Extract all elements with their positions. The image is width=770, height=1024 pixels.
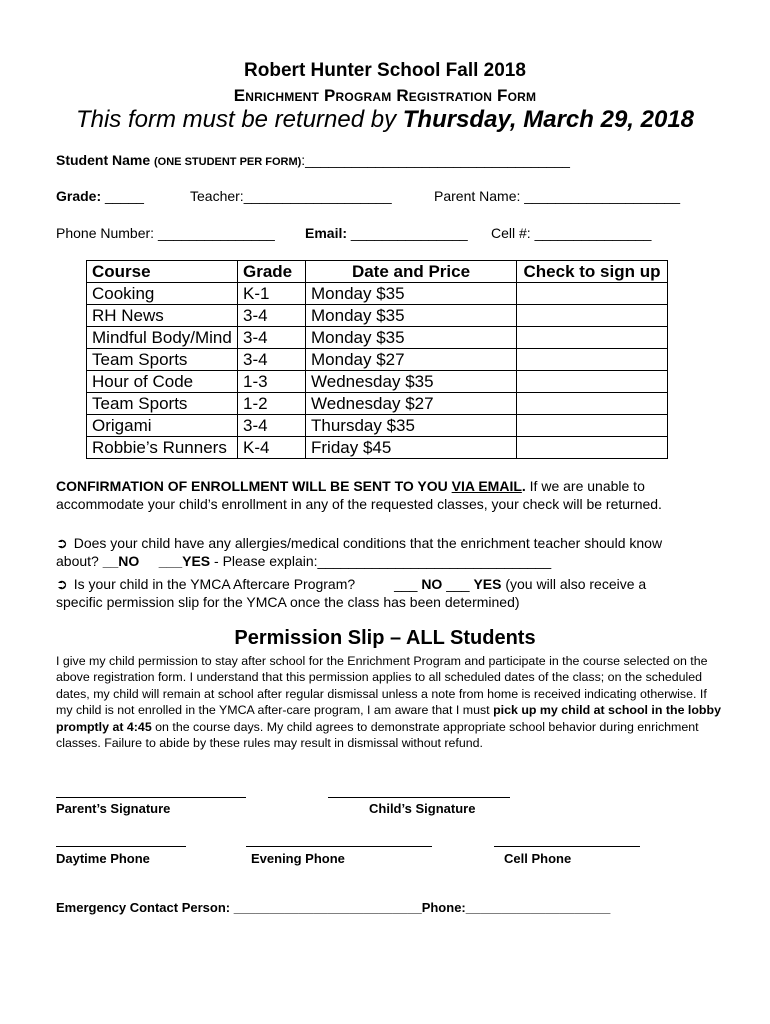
permission-slip-text	[56, 653, 721, 751]
grade-label: Grade:	[56, 188, 102, 204]
course-grade: 3-4	[238, 415, 306, 437]
student-name-line	[56, 152, 570, 168]
signup-check-cell[interactable]	[517, 327, 668, 349]
confirmation-notice	[56, 477, 726, 513]
signup-check-cell[interactable]	[517, 283, 668, 305]
confirmation-period: .	[521, 478, 526, 494]
parent-signature-label: Parent’s Signature	[56, 801, 171, 816]
course-date-price: Monday $27	[306, 349, 517, 371]
allergy-about: about?	[56, 553, 103, 569]
course-date-price: Wednesday $35	[306, 371, 517, 393]
permission-text-bold: pick up my child at school in the lobby promptly at 4:45	[56, 703, 721, 734]
teacher-field[interactable]: Teacher:___________________	[190, 188, 392, 204]
permission-text-a: I give my child permission to stay after school for the Enrichment Program and participate in the course selected on the above registration form. I understand that this permission applies to all scheduled dates of the class; on the scheduled dates, my child will remain at school after regular dismissal unless a note from home is received indicating otherwise. If my child is not enrolled in the YMCA after-care program, I am aware that I must	[56, 654, 708, 718]
student-name-field[interactable]: :__________________________________	[301, 152, 570, 168]
table-row	[87, 283, 668, 305]
table-row	[87, 437, 668, 459]
course-grade: K-1	[238, 283, 306, 305]
arrow-icon: ➲	[56, 535, 68, 551]
course-name: Team Sports	[87, 393, 238, 415]
form-title: Robert Hunter School Fall 2018	[244, 60, 526, 81]
ymca-question-text: Is your child in the YMCA Aftercare Program?	[73, 576, 356, 592]
course-grade: 3-4	[238, 327, 306, 349]
course-name: Mindful Body/Mind	[87, 327, 238, 349]
deadline-prefix: This form must be returned by	[75, 106, 403, 133]
course-name: Origami	[87, 415, 238, 437]
course-date-price: Thursday $35	[306, 415, 517, 437]
ymca-question	[56, 575, 726, 611]
signup-check-cell[interactable]	[517, 415, 668, 437]
emergency-contact-field[interactable]: Emergency Contact Person: __________________________Phone:____________________	[56, 900, 611, 915]
signup-check-cell[interactable]	[517, 393, 668, 415]
child-signature-line[interactable]	[328, 797, 510, 798]
course-grade: K-4	[238, 437, 306, 459]
evening-phone-label: Evening Phone	[251, 851, 345, 866]
grade-field[interactable]: _____	[101, 188, 144, 204]
email-line	[305, 225, 468, 241]
ymca-note-line-2: specific permission slip for the YMCA once the class has been determined)	[56, 594, 520, 610]
allergy-no-option[interactable]: __NO	[102, 553, 140, 569]
header-course: Course	[87, 261, 238, 283]
course-date-price: Monday $35	[306, 327, 517, 349]
email-field[interactable]: _______________	[347, 225, 468, 241]
signup-check-cell[interactable]	[517, 437, 668, 459]
permission-slip-title: Permission Slip – ALL Students	[234, 627, 536, 649]
child-signature-label: Child’s Signature	[369, 801, 476, 816]
table-row	[87, 371, 668, 393]
allergy-explain-field[interactable]: - Please explain:______________________________	[210, 553, 552, 569]
table-row	[87, 327, 668, 349]
confirmation-bold: CONFIRMATION OF ENROLLMENT WILL BE SENT TO YOU	[56, 478, 452, 494]
form-subtitle: Enrichment Program Registration Form	[233, 86, 537, 105]
student-name-label: Student Name	[56, 152, 151, 168]
evening-phone-line[interactable]	[246, 846, 432, 847]
course-date-price: Monday $35	[306, 305, 517, 327]
cell-field[interactable]: Cell #: _______________	[491, 225, 652, 241]
email-label: Email:	[305, 225, 348, 241]
allergy-question-text: Does your child have any allergies/medical conditions that the enrichment teacher should know	[73, 535, 663, 551]
ymca-yes-option[interactable]: YES	[473, 576, 502, 592]
course-table	[86, 260, 668, 459]
course-grade: 1-3	[238, 371, 306, 393]
parent-signature-line[interactable]	[56, 797, 246, 798]
course-grade: 3-4	[238, 305, 306, 327]
course-name: Cooking	[87, 283, 238, 305]
student-name-note: (ONE STUDENT PER FORM)	[154, 156, 302, 168]
signup-check-cell[interactable]	[517, 371, 668, 393]
header-check: Check to sign up	[517, 261, 668, 283]
deadline-date: Thursday, March 29, 2018	[402, 106, 695, 133]
parent-name-field[interactable]: Parent Name: ____________________	[434, 188, 680, 204]
permission-text-b: on the course days. My child agrees to demonstrate appropriate school behavior during enrichment classes. Failure to abide by these rules may result in dismissal without refund.	[56, 719, 699, 751]
course-name: Robbie’s Runners	[87, 437, 238, 459]
course-date-price: Friday $45	[306, 437, 517, 459]
course-name: Team Sports	[87, 349, 238, 371]
course-grade: 3-4	[238, 349, 306, 371]
table-row	[87, 305, 668, 327]
ymca-note: (you will also receive a	[501, 576, 647, 592]
grade-line	[56, 188, 144, 204]
phone-number-field[interactable]: Phone Number: _______________	[56, 225, 275, 241]
ymca-no-blank[interactable]: ___	[394, 576, 422, 592]
course-name: RH News	[87, 305, 238, 327]
course-date-price: Wednesday $27	[306, 393, 517, 415]
allergy-question	[56, 534, 726, 570]
course-date-price: Monday $35	[306, 283, 517, 305]
course-grade: 1-2	[238, 393, 306, 415]
course-name: Hour of Code	[87, 371, 238, 393]
confirmation-via-email: VIA EMAIL	[451, 478, 522, 494]
table-header-row	[87, 261, 668, 283]
ymca-yes-blank[interactable]: ___	[442, 576, 474, 592]
table-row	[87, 393, 668, 415]
header-date-price: Date and Price	[306, 261, 517, 283]
table-row	[87, 415, 668, 437]
header-grade: Grade	[238, 261, 306, 283]
ymca-no-option[interactable]: NO	[421, 576, 443, 592]
confirmation-rest-1: If we are unable to	[525, 478, 645, 494]
confirmation-rest-2: accommodate your child’s enrollment in any of the requested classes, your check will be returned.	[56, 496, 662, 512]
cell-phone-line[interactable]	[494, 846, 640, 847]
daytime-phone-label: Daytime Phone	[56, 851, 150, 866]
signup-check-cell[interactable]	[517, 305, 668, 327]
cell-phone-label: Cell Phone	[504, 851, 572, 866]
deadline-notice	[0, 106, 770, 134]
daytime-phone-line[interactable]	[56, 846, 186, 847]
table-row	[87, 349, 668, 371]
arrow-icon: ➲	[56, 576, 68, 592]
allergy-yes-option[interactable]: ___YES	[158, 553, 211, 569]
signup-check-cell[interactable]	[517, 349, 668, 371]
